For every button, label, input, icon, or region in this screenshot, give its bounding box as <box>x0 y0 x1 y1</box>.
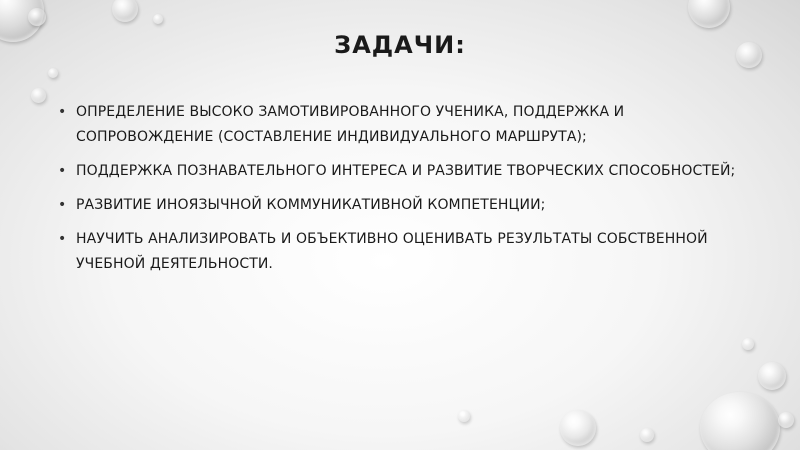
water-droplet <box>742 338 754 350</box>
list-item <box>58 100 748 150</box>
bullet-icon: • <box>58 163 67 179</box>
water-droplet <box>31 88 46 103</box>
water-droplet <box>112 0 138 22</box>
bullet-icon: • <box>58 197 67 213</box>
water-droplet <box>28 8 46 26</box>
slide-title: ЗАДАЧИ: <box>334 31 466 59</box>
list-item-text: РАЗВИТИЕ ИНОЯЗЫЧНОЙ КОММУНИКАТИВНОЙ КОМПЕТЕНЦИИ; <box>76 197 546 213</box>
water-droplet <box>48 68 58 78</box>
list-item <box>58 227 748 277</box>
water-droplet <box>458 410 470 422</box>
list-item-text: НАУЧИТЬ АНАЛИЗИРОВАТЬ И ОБЪЕКТИВНО ОЦЕНИВАТЬ РЕЗУЛЬТАТЫ СОБСТВЕННОЙ УЧЕБНОЙ ДЕЯТЕЛЬНОСТИ. <box>76 231 708 272</box>
water-droplet <box>640 428 654 442</box>
water-droplet <box>153 14 163 24</box>
bullet-list <box>58 100 748 286</box>
water-droplet <box>560 410 596 446</box>
list-item-text: ОПРЕДЕЛЕНИЕ ВЫСОКО ЗАМОТИВИРОВАННОГО УЧЕНИКА, ПОДДЕРЖКА И СОПРОВОЖДЕНИЕ (СОСТАВЛЕНИЕ ИНДИВИДУАЛЬНОГО МАРШРУТА); <box>76 104 625 145</box>
water-droplet <box>700 392 780 450</box>
water-droplet <box>778 412 794 428</box>
water-droplet <box>758 362 786 390</box>
list-item <box>58 193 748 218</box>
list-item-text: ПОДДЕРЖКА ПОЗНАВАТЕЛЬНОГО ИНТЕРЕСА И РАЗВИТИЕ ТВОРЧЕСКИХ СПОСОБНОСТЕЙ; <box>76 163 736 179</box>
water-droplet <box>688 0 730 28</box>
bullet-icon: • <box>58 104 67 120</box>
bullet-icon: • <box>58 231 67 247</box>
list-item <box>58 159 748 184</box>
